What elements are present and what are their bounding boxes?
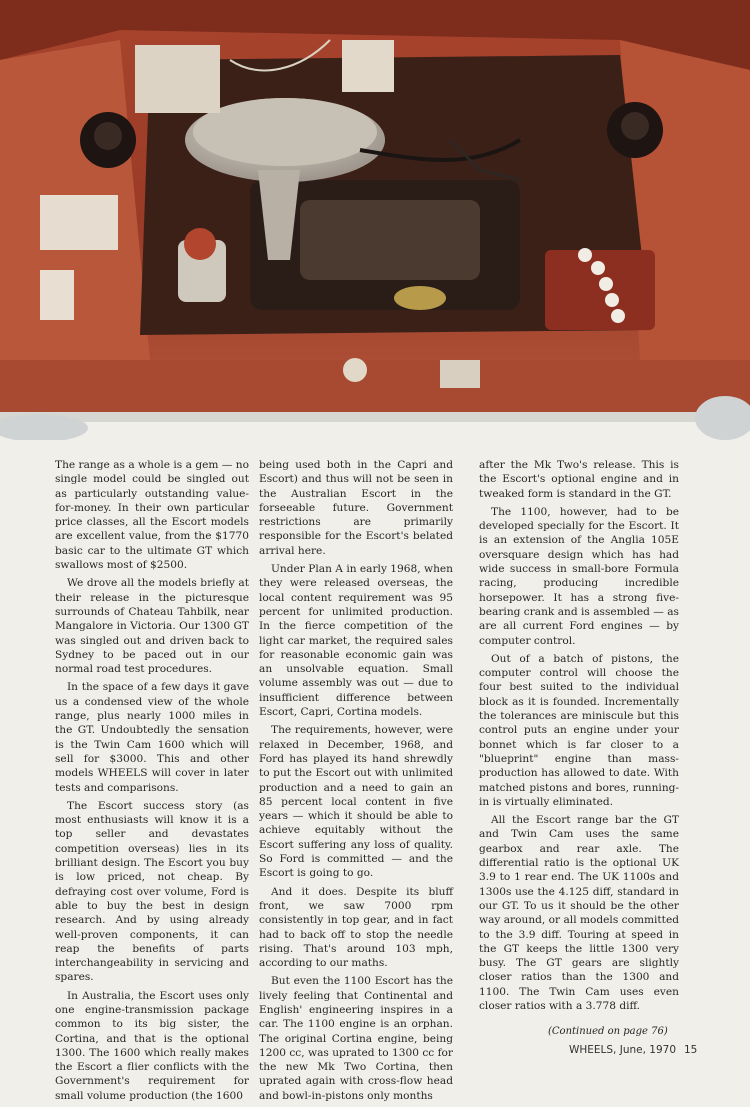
paragraph: We drove all the models briefly at their release in the picturesque surrounds of Chateau Tahbilk, near Mangalore in Victoria. Our 1300 GT was singled out and driven back to Sydney to be paced out in our normal road test procedures. xyxy=(55,577,249,676)
article-column-2 xyxy=(259,458,453,1107)
paragraph: All the Escort range bar the GT and Twin Cam uses the same gearbox and rear axle. The differential ratio is the optional UK 3.9 to 1 rear end. The UK 1100s and 1300s use the 4.125 diff, standard in our GT. To us it should be the other way around, or all models committed to the 3.9 diff. Touring at speed in the GT keeps the little 1300 very busy. The GT gears are slightly closer ratios than the 1300 and 1100. The Twin Cam uses even closer ratios with a 3.778 diff. xyxy=(479,814,679,1012)
paragraph: In the space of a few days it gave us a condensed view of the whole range, plus nearly 1000 miles in the GT. Undoubtedly the sensation is the Twin Cam 1600 which will sell for $3000. This and other models WHEELS will cover in later tests and comparisons. xyxy=(55,681,249,794)
engine-bay-photo xyxy=(0,0,750,440)
paragraph: The range as a whole is a gem — no single model could be singled out as particularly outstanding value-for-money. In their own particular price classes, all the Escort models are excellent value, from the $1770 basic car to the ultimate GT which swallows most of $2500. xyxy=(55,459,249,572)
paragraph: The requirements, however, were relaxed in December, 1968, and Ford has played its hand shrewdly to put the Escort out with unlimited production and a need to gain an 85 percent local content in five years — which it should be able to achieve equitably without the Escort suffering any loss of quality. So Ford is committed — and the Escort is going to go. xyxy=(259,724,453,880)
page-number: 15 xyxy=(684,1044,698,1056)
paragraph: The Escort success story (as most enthusiasts will know it is a top seller and devastates competition overseas) lies in its brilliant design. The Escort you buy is low priced, not cheap. By defraying cost over volume, Ford is able to buy the best in design research. And by using already well-proven components, it can reap the benefits of parts interchangeability in servicing and spares. xyxy=(55,799,249,984)
paragraph: In Australia, the Escort uses only one engine-transmission package common to its big sister, the Cortina, and that is the optional 1300. The 1600 which really makes the Escort a flier conflicts with the Government's requirement for small volume production (the 1600 xyxy=(55,989,249,1102)
continued-note: (Continued on page 76) xyxy=(548,1026,668,1037)
paragraph: The 1100, however, had to be developed specially for the Escort. It is an extension of the Anglia 105E oversquare design which has had wide success in small-bore Formula racing, producing incredible horsepower. It has a strong five-bearing crank and is assembled — as are all current Ford engines — by computer control. xyxy=(479,505,679,647)
paragraph: And it does. Despite its bluff front, we saw 7000 rpm consistently in top gear, and in fact had to back off to stop the needle rising. That's around 103 mph, according to our maths. xyxy=(259,885,453,970)
paragraph: Out of a batch of pistons, the computer control will choose the four best suited to the individual block as it is founded. Incrementally the tolerances are miniscule but this control puts an engine under your bonnet which is far closer to a "blueprint" engine than mass-production has allowed to date. With matched pistons and bores, running-in is virtually eliminated. xyxy=(479,652,679,808)
page-footer xyxy=(569,1044,697,1056)
paragraph: Under Plan A in early 1968, when they were released overseas, the local content requirement was 95 percent for unlimited production. In the fierce competition of the light car market, the required sales for reasonable economic gain was an unsolvable equation. Small volume assembly was out — due to insufficient difference between Escort, Capri, Cortina models. xyxy=(259,563,453,719)
paragraph: But even the 1100 Escort has the lively feeling that Continental and English' engineering inspires in a car. The 1100 engine is an orphan. The original Cortina engine, being 1200 cc, was uprated to 1300 cc for the new Mk Two Cortina, then uprated again with cross-flow head and bowl-in-pistons only months xyxy=(259,975,453,1102)
article-column-1 xyxy=(55,458,249,1107)
publication-info: WHEELS, June, 1970 xyxy=(569,1044,676,1056)
paragraph: after the Mk Two's release. This is the Escort's optional engine and in tweaked form is standard in the GT. xyxy=(479,459,679,500)
article-column-3 xyxy=(479,458,679,1017)
paragraph: being used both in the Capri and Escort) and thus will not be seen in the Australian Escort in the forseeable future. Government restrictions are primarily responsible for the Escort's belated arrival here. xyxy=(259,459,453,557)
